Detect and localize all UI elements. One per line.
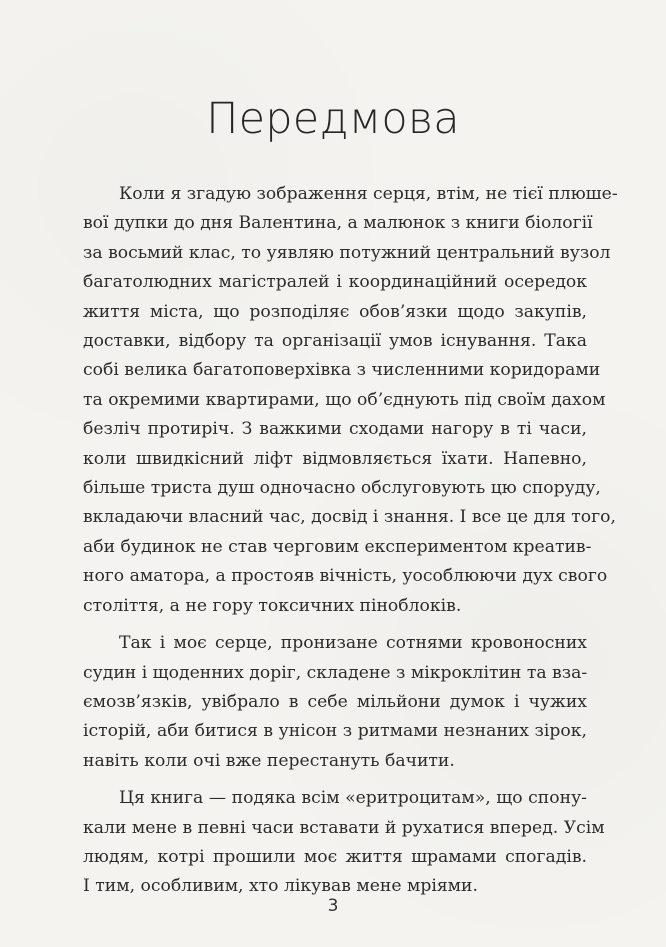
text-line: вкладаючи власний час, досвід і знання. І все це для того, xyxy=(83,507,616,528)
text-line: ємозв’язків, увібрало в себе мільйони думок і чужих xyxy=(83,691,587,712)
text-line: вої дупки до дня Валентина, а малюнок з книги біології xyxy=(83,213,593,234)
text-line: І тим, особливим, хто лікував мене мріями. xyxy=(83,876,478,897)
text-line: людям, котрі прошили моє життя шрамами спогадів. xyxy=(83,846,587,867)
text-line: судин і щоденних доріг, складене з мікроклітин та вза- xyxy=(83,662,588,683)
page-title: Передмова xyxy=(206,94,460,144)
text-line: собі велика багатоповерхівка з численними коридорами xyxy=(83,360,601,381)
text-line: коли швидкісний ліфт відмовляється їхати. Напевно, xyxy=(83,448,587,469)
text-line: ного аматора, а простояв вічність, уособлюючи дух свого xyxy=(83,566,608,587)
paragraph-1 xyxy=(83,180,618,621)
text-line: більше триста душ одночасно обслуговують цю споруду, xyxy=(83,478,601,499)
text-line: за восьмий клас, то уявляю потужний центральний вузол xyxy=(83,242,611,263)
paragraph-3 xyxy=(83,784,605,902)
text-line: безліч протиріч. З важкими сходами нагору в ті часи, xyxy=(83,419,587,440)
text-line: багатолюдних магістралей і координаційний осередок xyxy=(83,272,587,293)
text-line: століття, а не гору токсичних пінoблоків. xyxy=(83,595,462,616)
text-line: Ця книга — подяка всім «еритроцитам», що спону- xyxy=(119,788,587,809)
text-line: доставки, відбору та організації умов існування. Така xyxy=(83,331,587,352)
page-number: 3 xyxy=(327,896,339,916)
text-line: аби будинок не став черговим експериментом креатив- xyxy=(83,536,592,557)
text-line: Так і моє серце, пронизане сотнями кровоносних xyxy=(119,633,587,654)
text-body xyxy=(83,180,618,910)
text-line: навіть коли очі вже перестануть бачити. xyxy=(83,750,455,771)
text-line: життя міста, що розподіляє обов’язки щодо закупів, xyxy=(83,301,587,322)
text-line: кали мене в певні часи вставати й рухатися вперед. Усім xyxy=(83,817,605,838)
text-line: Коли я згадую зображення серця, втім, не тієї плюше- xyxy=(119,184,618,204)
text-line: та окремими квартирами, що об’єднують під своїм дахом xyxy=(83,389,606,410)
paragraph-2 xyxy=(83,629,587,776)
text-line: історій, аби битися в унісон з ритмами незнаних зірок, xyxy=(83,721,587,742)
